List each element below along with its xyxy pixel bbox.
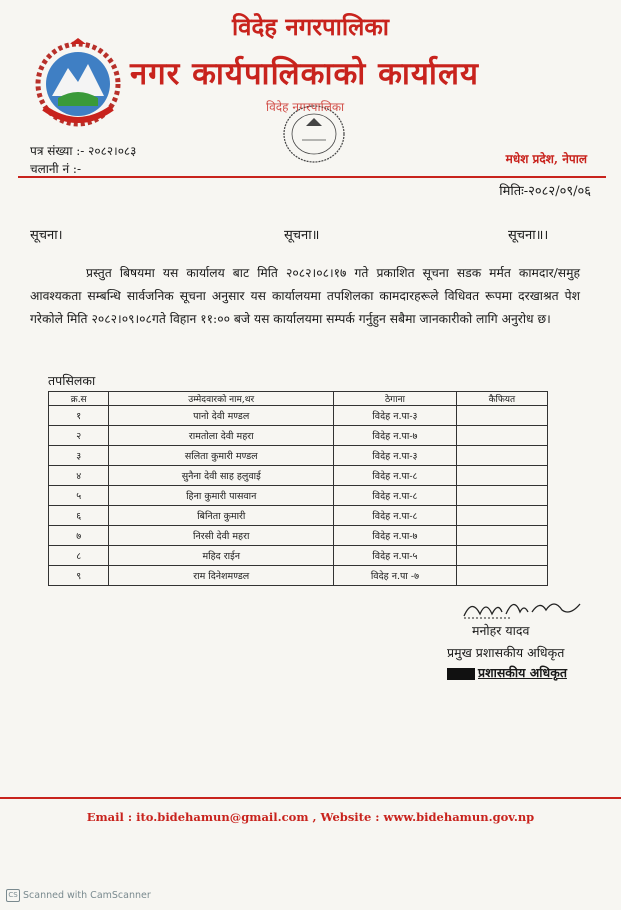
- table-row: [49, 406, 548, 426]
- cell-remarks: [456, 566, 547, 586]
- table-row: [49, 566, 548, 586]
- signatory-name: मनोहर यादव: [472, 623, 530, 638]
- cell-address: विदेह न.पा-३: [334, 406, 457, 426]
- office-stamp: [262, 96, 374, 166]
- watermark-text: Scanned with CamScanner: [23, 890, 151, 901]
- candidates-table: [48, 391, 548, 586]
- cell-remarks: [456, 546, 547, 566]
- footer-divider: [0, 797, 621, 799]
- signatory-stamp: [447, 664, 567, 681]
- cell-serial: ९: [49, 566, 109, 586]
- cell-serial: ४: [49, 466, 109, 486]
- signatory-title: प्रमुख प्रशासकीय अधिकृत: [447, 645, 565, 660]
- cell-remarks: [456, 426, 547, 446]
- cell-name: राम दिनेशमण्डल: [109, 566, 334, 586]
- cell-remarks: [456, 506, 547, 526]
- cell-address: विदेह न.पा -७: [334, 566, 457, 586]
- cell-address: विदेह न.पा-७: [334, 426, 457, 446]
- signatory-stamp-title: प्रशासकीय अधिकृत: [478, 665, 567, 680]
- cell-address: विदेह न.पा-८: [334, 506, 457, 526]
- dispatch-number: चलानी नं :-: [30, 162, 82, 176]
- cell-serial: ३: [49, 446, 109, 466]
- table-row: [49, 486, 548, 506]
- cell-address: विदेह न.पा-७: [334, 526, 457, 546]
- stamp-text: विदेह नगरपालिका: [266, 100, 345, 114]
- table-row: [49, 526, 548, 546]
- cell-serial: ८: [49, 546, 109, 566]
- header-name: उम्मेदवारको नाम,थर: [109, 392, 334, 406]
- cell-name: निरसी देवी महरा: [109, 526, 334, 546]
- cell-remarks: [456, 526, 547, 546]
- cell-name: बिनिता कुमारी: [109, 506, 334, 526]
- cell-name: सुनैना देवी साह हलुवाई: [109, 466, 334, 486]
- handwritten-signature: [462, 594, 582, 622]
- header-divider: [18, 176, 606, 178]
- cell-serial: २: [49, 426, 109, 446]
- notice-heading-right: सूचना॥।: [508, 228, 549, 243]
- table-row: [49, 446, 548, 466]
- contact-footer: Email : ito.bidehamun@gmail.com , Website : www.bidehamun.gov.np: [86, 810, 535, 824]
- table-row: [49, 506, 548, 526]
- notice-heading-center: सूचना॥: [284, 228, 320, 243]
- table-row: [49, 546, 548, 566]
- table-row: [49, 426, 548, 446]
- cell-address: विदेह न.पा-८: [334, 486, 457, 506]
- cell-name: रामतोला देवी महरा: [109, 426, 334, 446]
- header-remarks: कैफियत: [456, 392, 547, 406]
- cell-remarks: [456, 446, 547, 466]
- camscanner-icon: CS: [6, 889, 20, 902]
- office-name: नगर कार्यपालिकाको कार्यालय: [130, 56, 479, 92]
- cell-name: महिद राईन: [109, 546, 334, 566]
- cell-name: हिना कुमारी पासवान: [109, 486, 334, 506]
- table-row: [49, 466, 548, 486]
- municipality-name: विदेह नगरपालिका: [231, 12, 390, 41]
- camscanner-watermark: [6, 889, 151, 902]
- cell-address: विदेह न.पा-३: [334, 446, 457, 466]
- cell-serial: ५: [49, 486, 109, 506]
- table-header-row: [49, 392, 548, 406]
- cell-name: पानो देवी मण्डल: [109, 406, 334, 426]
- cell-remarks: [456, 486, 547, 506]
- header-address: ठेगाना: [334, 392, 457, 406]
- notice-body: प्रस्तुत बिषयमा यस कार्यालय बाट मिति २०८२।०८।१७ गते प्रकाशित सूचना सडक मर्मत कामदार/समुह आवश्यकता सम्बन्धि सार्वजनिक सूचना अनुसार यस कार्यालयमा तपशिलका कामदारहरूले विधिवत रूपमा दरखाश्रत पेश गरेकोले मिति २०८२।०९।०८गते विहान ११:०० बजे यस कार्यालयमा सम्पर्क गर्नुहुन सबैमा जानकारीको लागि अनुरोध छ।: [30, 266, 580, 326]
- header-serial: क्र.स: [49, 392, 109, 406]
- cell-remarks: [456, 466, 547, 486]
- reference-number: पत्र संख्या :- २०८२।०८३: [30, 144, 137, 158]
- cell-serial: १: [49, 406, 109, 426]
- nepal-emblem-logo: [30, 36, 126, 128]
- cell-serial: ७: [49, 526, 109, 546]
- cell-name: सलिता कुमारी मण्डल: [109, 446, 334, 466]
- cell-remarks: [456, 406, 547, 426]
- cell-address: विदेह न.पा-८: [334, 466, 457, 486]
- cell-serial: ६: [49, 506, 109, 526]
- notice-heading-left: सूचना।: [30, 228, 63, 243]
- location: मधेश प्रदेश, नेपाल: [505, 152, 587, 166]
- issue-date: मितिः-२०८२/०९/०६: [499, 184, 591, 199]
- table-body: [49, 406, 548, 586]
- cell-address: विदेह न.पा-५: [334, 546, 457, 566]
- list-title: तपसिलका: [48, 373, 96, 388]
